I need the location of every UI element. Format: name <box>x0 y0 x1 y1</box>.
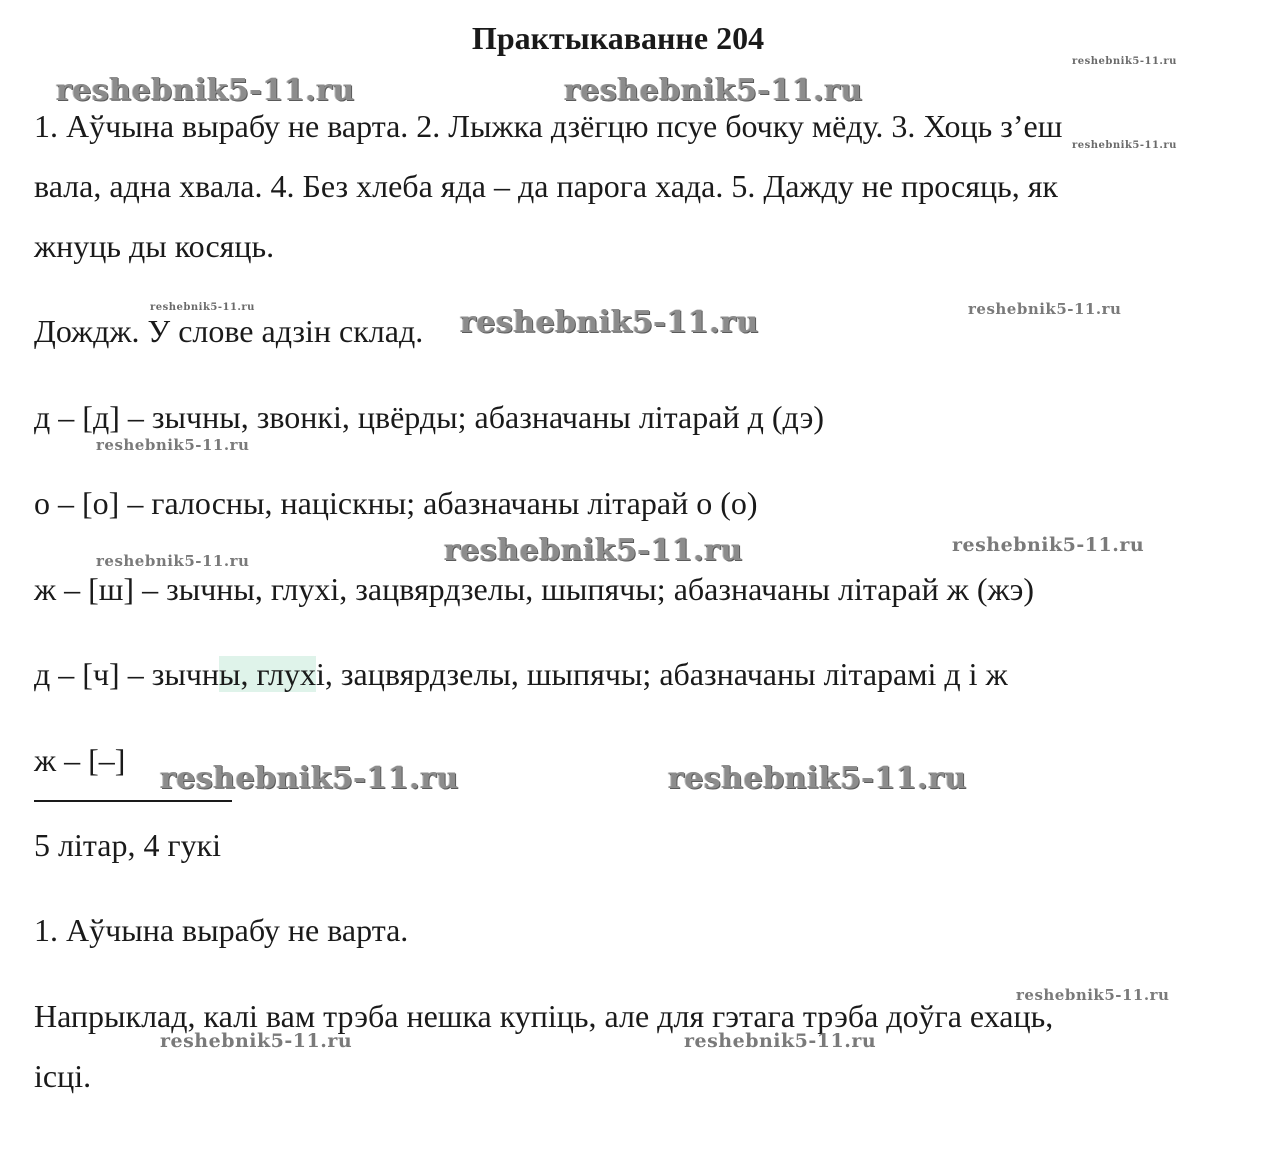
letters-sounds-summary: 5 літар, 4 гукі <box>34 827 221 863</box>
proverbs-line-3: жнуць ды косяць. <box>34 228 275 264</box>
watermark: reshebnik5-11.ru <box>1016 986 1170 1004</box>
example-text-line-2: ісці. <box>34 1058 92 1094</box>
phonetic-line-zh-silent: ж – [–] <box>34 742 126 778</box>
watermark: reshebnik5-11.ru <box>96 436 250 454</box>
watermark: reshebnik5-11.ru <box>160 1030 353 1052</box>
summary-divider <box>34 800 232 802</box>
watermark: reshebnik5-11.ru <box>56 73 355 108</box>
watermark: reshebnik5-11.ru <box>96 552 250 570</box>
watermark: reshebnik5-11.ru <box>968 300 1122 318</box>
word-analysis-intro: Дождж. У слове адзін склад. <box>34 313 424 349</box>
watermark: reshebnik5-11.ru <box>952 534 1145 556</box>
example-text-line-1: Напрыклад, калі вам трэба нешка купіць, але для гэтага трэба доўга ехаць, <box>34 998 1054 1034</box>
phonetic-line-o: о – [о] – галосны, націскны; абазначаны літарай о (о) <box>34 485 758 521</box>
watermark: reshebnik5-11.ru <box>668 761 967 796</box>
phonetic-line-dzh-start: д – [ч] – зычн <box>34 656 220 692</box>
highlighted-text: ы, глух <box>219 656 317 692</box>
phonetic-line-zh: ж – [ш] – зычны, глухі, зацвярдзелы, шыпячы; абазначаны літарай ж (жэ) <box>34 571 1035 607</box>
proverbs-line-2: вала, адна хвала. 4. Без хлеба яда – да парога хада. 5. Дажду не просяць, як <box>34 168 1058 204</box>
phonetic-line-d: д – [д] – зычны, звонкі, цвёрды; абазначаны літарай д (дэ) <box>34 399 824 435</box>
watermark: reshebnik5-11.ru <box>684 1030 877 1052</box>
example-proverb: 1. Аўчына вырабу не варта. <box>34 912 409 948</box>
proverbs-line-1: 1. Аўчына вырабу не варта. 2. Лыжка дзёгцю псуе бочку мёду. 3. Хоць з’еш <box>34 108 1063 144</box>
phonetic-line-dzh <box>34 654 1008 694</box>
watermark: reshebnik5-11.ru <box>460 305 759 340</box>
watermark: reshebnik5-11.ru <box>564 73 863 108</box>
phonetic-line-dzh-end: і, зацвярдзелы, шыпячы; абазначаны літарамі д і ж <box>316 656 1008 692</box>
page-title: Практыкаванне 204 <box>471 20 765 56</box>
watermark: reshebnik5-11.ru <box>1072 56 1177 67</box>
watermark: reshebnik5-11.ru <box>1072 140 1177 151</box>
watermark: reshebnik5-11.ru <box>150 302 255 313</box>
watermark: reshebnik5-11.ru <box>160 761 459 796</box>
watermark: reshebnik5-11.ru <box>444 533 743 568</box>
